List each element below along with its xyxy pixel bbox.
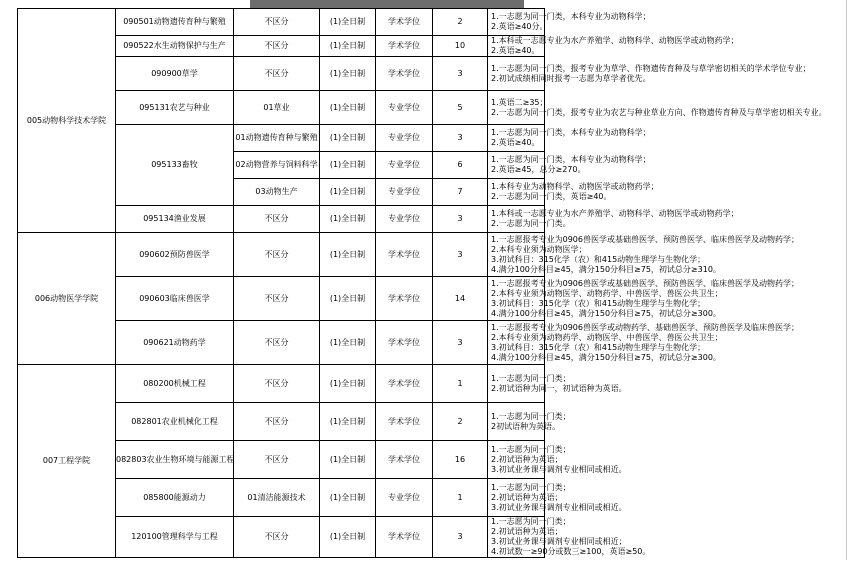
requirement-line: 2.本科专业须为动物医学； <box>491 244 587 254</box>
table-row <box>18 206 848 233</box>
requirement-line: 1.一志愿为同一门类； <box>491 411 571 421</box>
dept-cell: 007工程学院 <box>18 365 116 558</box>
major-cell: 090621动物药学 <box>116 321 234 365</box>
study-mode-cell: (1)全日制 <box>320 152 376 179</box>
direction-cell: 03动物生产 <box>234 179 320 206</box>
quota-cell: 6 <box>433 152 488 179</box>
degree-type-cell: 学术学位 <box>376 277 433 321</box>
study-mode-cell: (1)全日制 <box>320 479 376 517</box>
major-cell: 090603临床兽医学 <box>116 277 234 321</box>
table-row <box>18 365 848 403</box>
requirements-cell <box>488 206 739 233</box>
requirement-line: 4.满分100分科目≥45，满分150分科目≥75，初试总分≥310。 <box>491 264 721 274</box>
direction-cell: 02动物营养与饲料科学 <box>234 152 320 179</box>
requirement-line: 1.一志愿为同一门类； <box>491 444 571 454</box>
degree-type-cell: 专业学位 <box>376 179 433 206</box>
direction-cell: 不区分 <box>234 36 320 57</box>
requirement-line: 2.英语≥40。 <box>491 138 540 147</box>
study-mode-cell: (1)全日制 <box>320 36 376 57</box>
requirements-cell <box>488 9 651 36</box>
requirements-cell <box>488 277 799 321</box>
requirements-cell <box>488 517 651 558</box>
major-cell: 090522水生动物保护与生产 <box>116 36 234 57</box>
degree-type-cell: 学术学位 <box>376 233 433 277</box>
direction-cell: 不区分 <box>234 321 320 365</box>
requirements-cell <box>488 233 799 277</box>
quota-cell: 1 <box>433 365 488 403</box>
degree-type-cell: 专业学位 <box>376 125 433 152</box>
quota-cell: 16 <box>433 441 488 479</box>
requirement-line: 1.本科专业为动物科学、动物医学或动物药学； <box>491 182 659 191</box>
study-mode-cell: (1)全日制 <box>320 441 376 479</box>
major-cell: 080200机械工程 <box>116 365 234 403</box>
study-mode-cell: (1)全日制 <box>320 179 376 206</box>
major-cell: 090501动物遗传育种与繁殖 <box>116 9 234 36</box>
requirement-line: 1.一志愿为同一门类； <box>491 517 571 526</box>
quota-cell: 2 <box>433 9 488 36</box>
requirements-cell <box>488 179 659 206</box>
table-row <box>18 57 848 91</box>
table-row <box>18 321 848 365</box>
requirement-line: 3.初试业务课与调剂专业相同或相近。 <box>491 464 627 474</box>
quota-cell: 5 <box>433 91 488 125</box>
requirement-line: 2.初试语种为英语； <box>491 527 563 536</box>
requirement-line: 2.初试成绩相同时报考一志愿为草学者优先。 <box>491 73 651 83</box>
degree-type-cell: 专业学位 <box>376 206 433 233</box>
requirements-cell <box>488 403 571 441</box>
study-mode-cell: (1)全日制 <box>320 57 376 91</box>
requirement-line: 2.本科专业须为动物医学、动物药学、中兽医学、兽医公共卫生； <box>491 288 723 298</box>
requirement-line: 3.初试业务课与调剂专业相同或相近。 <box>491 502 627 512</box>
table-row <box>18 36 848 57</box>
requirement-line: 1.一志愿为同一门类，报考专业为草学、作物遗传育种及与草学密切相关的学术学位专业； <box>491 63 811 73</box>
study-mode-cell: (1)全日制 <box>320 365 376 403</box>
requirement-line: 1.一志愿报考专业为0906兽医学或基础兽医学、预防兽医学、临床兽医学及动物药学； <box>491 234 799 244</box>
direction-cell: 不区分 <box>234 277 320 321</box>
requirement-line: 4.满分100分科目≥45，满分150分科目≥75，初试总分≥300。 <box>491 352 721 362</box>
direction-cell: 01动物遗传育种与繁殖 <box>234 125 320 152</box>
study-mode-cell: (1)全日制 <box>320 9 376 36</box>
study-mode-cell: (1)全日制 <box>320 517 376 558</box>
direction-cell: 01清洁能源技术 <box>234 479 320 517</box>
table-row <box>18 403 848 441</box>
study-mode-cell: (1)全日制 <box>320 321 376 365</box>
requirement-line: 1.一志愿报考专业为0906兽医学或动物药学、基础兽医学、预防兽医学及临床兽医学； <box>491 322 799 332</box>
quota-cell: 3 <box>433 517 488 558</box>
major-cell: 095133畜牧 <box>116 125 234 206</box>
requirement-line: 2.初试语种为英语； <box>491 492 563 502</box>
table-row <box>18 517 848 558</box>
requirement-line: 4.初试数一≥90分或数三≥100，英语≥50。 <box>491 547 651 556</box>
major-cell: 120100管理科学与工程 <box>116 517 234 558</box>
degree-type-cell: 学术学位 <box>376 517 433 558</box>
dept-cell: 005动物科学技术学院 <box>18 9 116 233</box>
study-mode-cell: (1)全日制 <box>320 277 376 321</box>
table-row <box>18 441 848 479</box>
major-cell: 090900草学 <box>116 57 234 91</box>
requirement-line: 1.一志愿报考专业为0906兽医学或基础兽医学、预防兽医学、临床兽医学及动物药学； <box>491 278 799 288</box>
quota-cell: 3 <box>433 57 488 91</box>
requirement-line: 3.初试业务课与调剂专业相同或相近； <box>491 537 627 546</box>
table-row <box>18 125 848 152</box>
major-cell: 090602预防兽医学 <box>116 233 234 277</box>
requirements-cell <box>488 321 799 365</box>
degree-type-cell: 专业学位 <box>376 152 433 179</box>
table-row <box>18 9 848 36</box>
table-row <box>18 277 848 321</box>
adjustment-table <box>17 8 848 558</box>
major-cell: 082803农业生物环境与能源工程 <box>116 441 234 479</box>
quota-cell: 1 <box>433 479 488 517</box>
major-cell: 095134渔业发展 <box>116 206 234 233</box>
quota-cell: 3 <box>433 321 488 365</box>
quota-cell: 7 <box>433 179 488 206</box>
requirement-line: 2.本科专业须为动物药学、动物医学、中兽医学、兽医公共卫生； <box>491 332 723 342</box>
degree-type-cell: 学术学位 <box>376 365 433 403</box>
requirement-line: 2.一志愿为同一门类，报考专业为农艺与种业草业方向、作物遗传育种及与草学密切相关专业。 <box>491 107 827 117</box>
direction-cell: 不区分 <box>234 403 320 441</box>
requirements-cell <box>488 91 827 125</box>
requirement-line: 1.英语二≥35； <box>491 97 548 107</box>
requirement-line: 2.一志愿为同一门类。 <box>491 219 571 228</box>
degree-type-cell: 专业学位 <box>376 479 433 517</box>
degree-type-cell: 学术学位 <box>376 9 433 36</box>
requirement-line: 3.初试科目：315化学（农）和415动物生理学与生物化学； <box>491 254 706 264</box>
degree-type-cell: 学术学位 <box>376 57 433 91</box>
requirement-line: 2.英语≥40。 <box>491 46 540 55</box>
requirements-cell <box>488 36 739 57</box>
requirement-line: 3.初试科目：315化学（农）和415动物生理学与生物化学； <box>491 342 706 352</box>
requirements-cell <box>488 479 627 517</box>
major-cell: 085800能源动力 <box>116 479 234 517</box>
dept-cell: 006动物医学学院 <box>18 233 116 365</box>
study-mode-cell: (1)全日制 <box>320 91 376 125</box>
requirements-cell <box>488 441 627 479</box>
study-mode-cell: (1)全日制 <box>320 125 376 152</box>
degree-type-cell: 专业学位 <box>376 91 433 125</box>
requirements-cell <box>488 152 651 179</box>
requirement-line: 1.本科或一志愿专业为水产养殖学、动物科学、动物医学或动物药学； <box>491 209 739 218</box>
table-row <box>18 479 848 517</box>
direction-cell: 不区分 <box>234 517 320 558</box>
requirement-line: 1.一志愿为同一门类，本科专业为动物科学； <box>491 12 651 21</box>
table-row <box>18 91 848 125</box>
requirement-line: 2初试语种为英语。 <box>491 421 561 431</box>
requirement-line: 2.初试语种为英语； <box>491 454 563 464</box>
requirement-line: 3.初试科目：315化学（农）和415动物生理学与生物化学； <box>491 298 706 308</box>
requirement-line: 2.英语≥45，总分≥270。 <box>491 165 586 174</box>
requirement-line: 1.一志愿为同一门类，本科专业为动物科学； <box>491 155 651 164</box>
direction-cell: 不区分 <box>234 233 320 277</box>
study-mode-cell: (1)全日制 <box>320 206 376 233</box>
requirements-cell <box>488 365 627 403</box>
quota-cell: 2 <box>433 403 488 441</box>
direction-cell: 不区分 <box>234 57 320 91</box>
direction-cell: 不区分 <box>234 206 320 233</box>
requirement-line: 2.一志愿为同一门类，英语≥40。 <box>491 192 612 201</box>
quota-cell: 10 <box>433 36 488 57</box>
direction-cell: 不区分 <box>234 9 320 36</box>
table-row <box>18 233 848 277</box>
study-mode-cell: (1)全日制 <box>320 233 376 277</box>
requirement-line: 1.一志愿为同一门类； <box>491 373 571 383</box>
requirement-line: 2.英语≥40分。 <box>491 22 548 31</box>
quota-cell: 3 <box>433 206 488 233</box>
requirements-cell <box>488 57 811 91</box>
direction-cell: 不区分 <box>234 365 320 403</box>
direction-cell: 不区分 <box>234 441 320 479</box>
requirement-line: 1.一志愿为同一门类，本科专业为动物科学； <box>491 128 651 137</box>
requirement-line: 2.初试语种为同一，初试语种为英语。 <box>491 383 627 393</box>
quota-cell: 3 <box>433 125 488 152</box>
quota-cell: 3 <box>433 233 488 277</box>
direction-cell: 01草业 <box>234 91 320 125</box>
degree-type-cell: 学术学位 <box>376 321 433 365</box>
requirements-cell <box>488 125 651 152</box>
major-cell: 095131农艺与种业 <box>116 91 234 125</box>
major-cell: 082801农业机械化工程 <box>116 403 234 441</box>
requirement-line: 4.满分100分科目≥45，满分150分科目≥75，初试总分≥300。 <box>491 308 721 318</box>
degree-type-cell: 学术学位 <box>376 403 433 441</box>
study-mode-cell: (1)全日制 <box>320 403 376 441</box>
quota-cell: 14 <box>433 277 488 321</box>
degree-type-cell: 学术学位 <box>376 441 433 479</box>
requirement-line: 1.本科或一志愿专业为水产养殖学、动物科学、动物医学或动物药学； <box>491 36 739 45</box>
degree-type-cell: 学术学位 <box>376 36 433 57</box>
requirement-line: 1.一志愿为同一门类； <box>491 482 571 492</box>
